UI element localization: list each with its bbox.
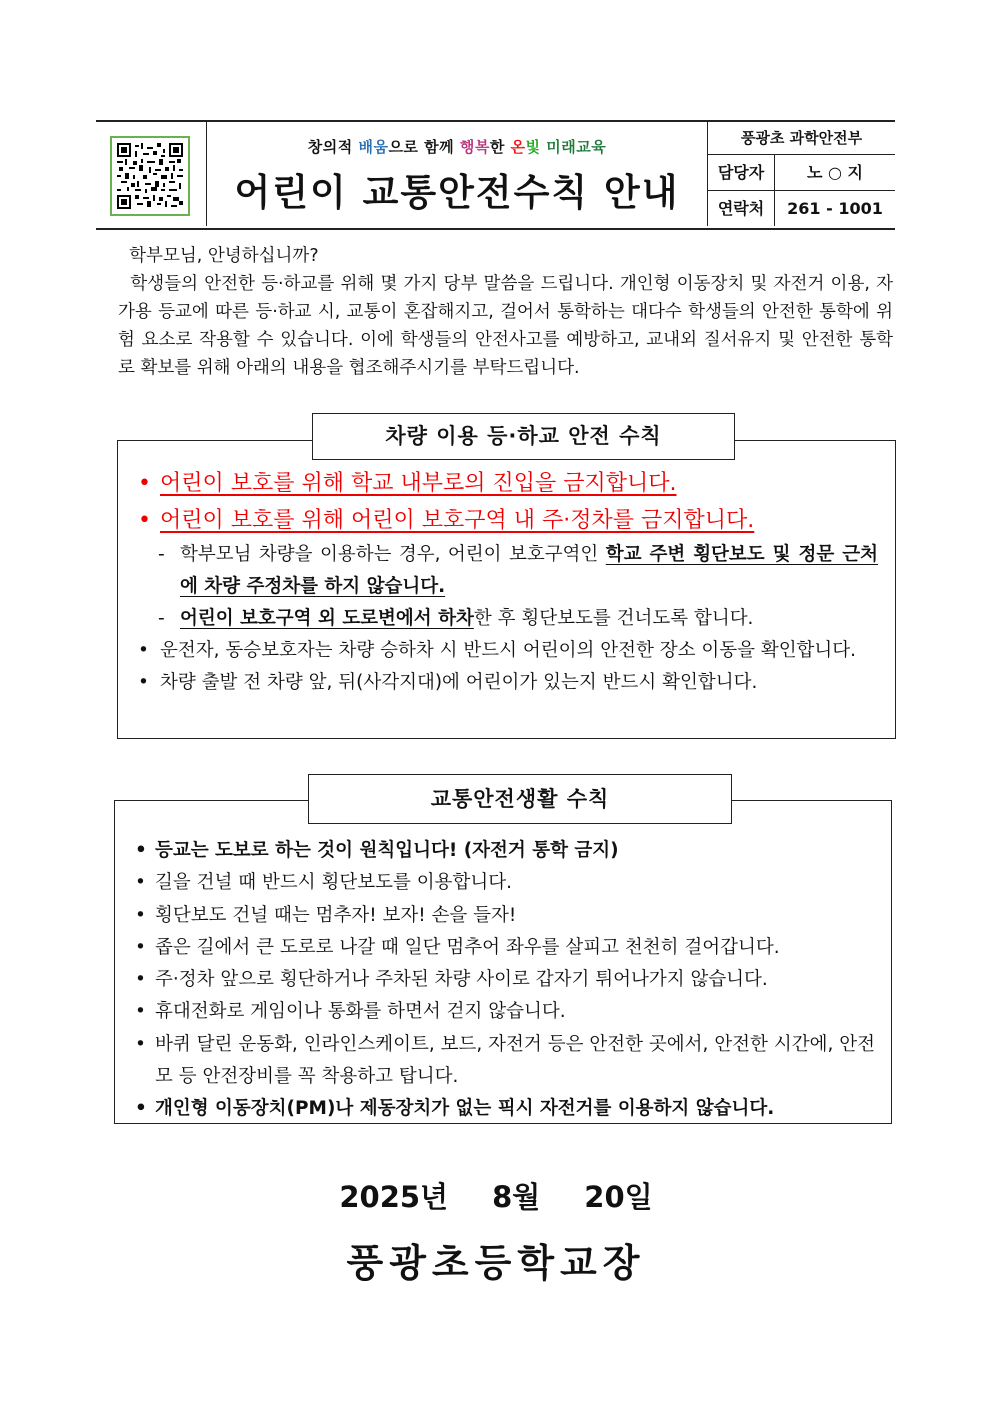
info-row-contact-person xyxy=(708,155,895,191)
list-item-text: 바퀴 달린 운동화, 인라인스케이트, 보드, 자전거 등은 안전한 곳에서, 안전한 시간에, 안전모 등 안전장비를 꼭 착용하고 탑니다. xyxy=(155,1033,875,1088)
list-item-text: 차량 출발 전 차량 앞, 뒤(사각지대)에 어린이가 있는지 반드시 확인합니다. xyxy=(160,672,758,693)
slogan-part: 온 xyxy=(510,138,526,156)
list-item xyxy=(135,1093,875,1125)
list-item xyxy=(138,603,878,635)
traffic-life-rules-list xyxy=(135,835,875,1126)
intro-paragraph xyxy=(118,242,893,382)
info-value: 노 ○ 지 xyxy=(806,163,863,182)
info-row-phone xyxy=(708,191,895,226)
list-item-emphasis: 어린이 보호구역 외 도로변에서 하차 xyxy=(180,608,474,629)
bullet-icon: • xyxy=(135,1001,146,1023)
list-item-emphasis: 학교 주변 횡단보도 및 정문 근처에 차량 주정차를 하지 않습니다. xyxy=(180,544,878,597)
date-day: 20일 xyxy=(584,1180,653,1214)
list-item xyxy=(135,932,875,964)
list-item xyxy=(138,635,878,667)
document-date xyxy=(0,1175,992,1216)
bullet-icon: • xyxy=(135,840,147,861)
document-header xyxy=(96,120,895,230)
bullet-icon: • xyxy=(135,969,146,991)
bullet-icon: • xyxy=(135,872,146,894)
list-item xyxy=(135,1029,875,1094)
greeting-text: 학부모님, 안녕하십니까? xyxy=(129,246,319,266)
slogan-part: 빛 xyxy=(525,138,541,156)
bullet-icon: • xyxy=(135,1098,147,1120)
slogan-part: 한 xyxy=(489,138,511,156)
slogan-part: 배움 xyxy=(358,138,389,156)
list-item xyxy=(135,964,875,996)
dash-icon: - xyxy=(158,544,165,565)
info-table xyxy=(708,122,895,226)
list-item-text: 한 후 횡단보도를 건너도록 합니다. xyxy=(473,608,754,629)
slogan-part: 창의적 xyxy=(307,138,359,156)
slogan-part: 으로 함께 xyxy=(388,138,460,156)
bullet-icon: • xyxy=(135,904,146,926)
vehicle-rules-box xyxy=(117,440,896,739)
bullet-icon: • xyxy=(138,640,149,661)
list-item-text: 길을 건널 때 반드시 횡단보도를 이용합니다. xyxy=(155,872,512,894)
date-month: 8월 xyxy=(492,1180,541,1214)
info-value: 261 - 1001 xyxy=(787,199,883,218)
list-item xyxy=(138,539,878,603)
intro-body xyxy=(118,270,893,382)
qr-code-pattern xyxy=(117,143,183,209)
section-title-traffic-life: 교통안전생활 수칙 xyxy=(308,774,732,824)
date-year: 2025년 xyxy=(339,1180,449,1214)
list-item xyxy=(135,835,875,867)
qr-cell xyxy=(96,122,207,226)
info-key: 담당자 xyxy=(708,155,775,190)
bullet-icon: • xyxy=(135,1033,146,1055)
section-title-vehicle: 차량 이용 등·하교 안전 수칙 xyxy=(312,413,735,460)
dash-icon: - xyxy=(158,608,165,629)
list-item-text: 등교는 도보로 하는 것이 원칙입니다! (자전거 통학 금지) xyxy=(155,840,619,861)
intro-body-text: 학생들의 안전한 등·하교를 위해 몇 가지 당부 말씀을 드립니다. 개인형 이동장치 및 자전거 이용, 자가용 등교에 따른 등·하교 시, 교통이 혼잡해지고, 걸어서 통학하는 대다수 학생들의 안전한 통학에 위험 요소로 작용할 수 있습니다. 이에 학생들의 안전사고를 예방하고, 교내외 질서유지 및 안전한 통학로 확보를 위해 아래의 내용을 협조해주시기를 부탁드립니다. xyxy=(118,274,893,378)
slogan-part: 미래교육 xyxy=(540,138,607,156)
list-item-text: 개인형 이동장치(PM)나 제동장치가 없는 픽시 자전거를 이용하지 않습니다. xyxy=(155,1098,775,1120)
list-item xyxy=(135,867,875,899)
vehicle-rules-list xyxy=(138,465,878,699)
traffic-life-rules-box xyxy=(114,800,892,1124)
list-item xyxy=(135,900,875,932)
list-item xyxy=(135,996,875,1028)
list-item-text: 주·정차 앞으로 횡단하거나 주차된 차량 사이로 갑자기 튀어나가지 않습니다. xyxy=(155,969,768,991)
list-item xyxy=(138,465,878,502)
slogan-part: 행복 xyxy=(459,138,490,156)
bullet-icon: • xyxy=(138,672,149,693)
list-item-text: 운전자, 동승보호자는 차량 승하차 시 반드시 어린이의 안전한 장소 이동을 확인합니다. xyxy=(160,640,857,661)
signer: 풍광초등학교장 xyxy=(346,1241,646,1285)
list-item-text: 횡단보도 건널 때는 멈추자! 보자! 손을 들자! xyxy=(155,904,517,926)
list-item-text: 좁은 길에서 큰 도로로 나갈 때 일단 멈추어 좌우를 살피고 천천히 걸어갑니다. xyxy=(155,936,780,958)
slogan xyxy=(207,136,707,157)
qr-code-icon[interactable] xyxy=(110,136,190,216)
list-item xyxy=(138,667,878,699)
list-item-text: 어린이 보호를 위해 어린이 보호구역 내 주·정차를 금지합니다. xyxy=(160,508,755,533)
bullet-icon: • xyxy=(138,471,151,496)
bullet-icon: • xyxy=(138,508,151,533)
bullet-icon: • xyxy=(135,936,146,958)
list-item-text: 학부모님 차량을 이용하는 경우, 어린이 보호구역인 xyxy=(180,544,606,565)
list-item-text: 휴대전화로 게임이나 통화를 하면서 걷지 않습니다. xyxy=(155,1001,566,1023)
page-title: 어린이 교통안전수칙 안내 xyxy=(234,171,680,214)
list-item xyxy=(138,502,878,539)
greeting xyxy=(118,242,893,270)
info-key: 연락처 xyxy=(708,191,775,226)
list-item-text: 어린이 보호를 위해 학교 내부로의 진입을 금지합니다. xyxy=(160,471,677,496)
department-label: 풍광초 과학안전부 xyxy=(708,122,895,155)
title-cell xyxy=(207,122,708,226)
